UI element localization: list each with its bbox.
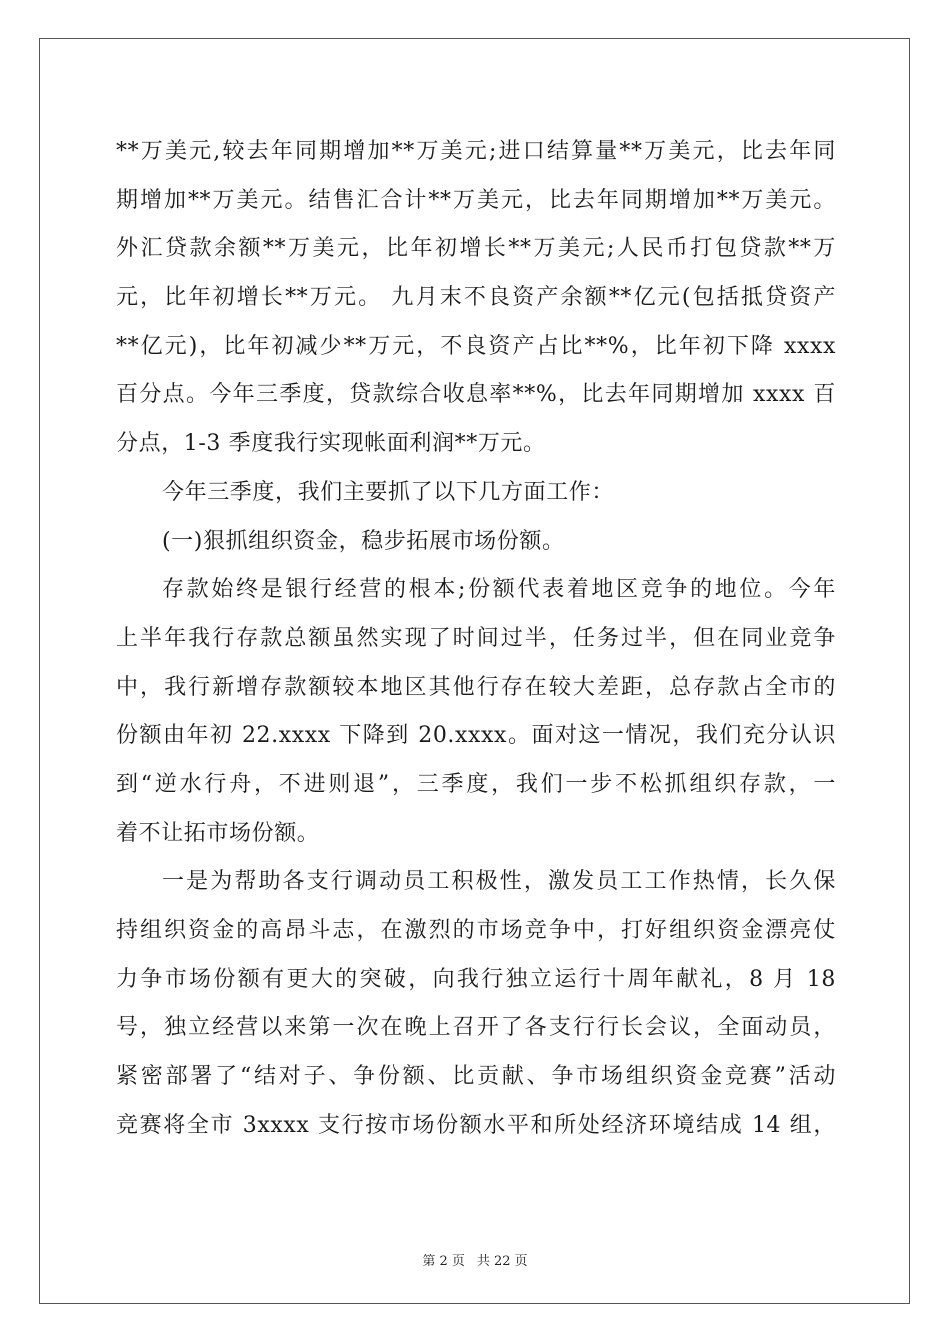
text-line: 竞赛将全市 3xxxx 支行按市场份额水平和所处经济环境结成 14 组，: [116, 1112, 836, 1138]
text-line: 到“逆水行舟，不进则退”，三季度，我们一步不松抓组织存款，一: [116, 771, 836, 797]
text-line: 元，比年初增长**万元。 九月末不良资产余额**亿元(包括抵贷资产: [116, 285, 836, 311]
text-line: 中，我行新增存款额较本地区其他行存在较大差距，总存款占全市的: [116, 674, 836, 700]
text-line: 份额由年初 22.xxxx 下降到 20.xxxx。面对这一情况，我们充分认识: [116, 723, 836, 749]
text-line: **万美元,较去年同期增加**万美元;进口结算量**万美元，比去年同: [116, 139, 836, 164]
text-line: 外汇贷款余额**万美元，比年初增长**万美元;人民币打包贷款**万: [116, 236, 836, 262]
text-line: 号，独立经营以来第一次在晚上召开了各支行行长会议，全面动员，: [116, 1015, 836, 1041]
page-number: 第 2 页: [422, 1254, 465, 1269]
text-line: 分点，1-3 季度我行实现帐面利润**万元。: [116, 431, 546, 457]
text-line: 一是为帮助各支行调动员工积极性，激发员工工作热情，长久保: [162, 869, 836, 895]
document-body: [116, 128, 836, 1150]
text-line: 持组织资金的高昂斗志，在激烈的市场竞争中，打好组织资金漂亮仗: [116, 918, 836, 943]
text-line: 紧密部署了“结对子、争份额、比贡献、争市场组织资金竞赛”活动: [116, 1064, 836, 1090]
page-total: 共 22 页: [476, 1254, 528, 1269]
text-line: 期增加**万美元。结售汇合计**万美元，比去年同期增加**万美元。: [116, 187, 836, 213]
text-line: 上半年我行存款总额虽然实现了时间过半，任务过半，但在同业竞争: [116, 625, 836, 651]
text-line: 着不让拓市场份额。: [116, 820, 320, 846]
text-line: 存款始终是银行经营的根本;份额代表着地区竞争的地位。今年: [162, 577, 836, 603]
page-footer: [0, 1250, 950, 1269]
text-line: **亿元)，比年初减少**万元，不良资产占比**%，比年初下降 xxxx: [116, 333, 836, 359]
text-line: 力争市场份额有更大的突破，向我行独立运行十周年献礼，8 月 18: [116, 966, 836, 992]
text-line: 百分点。今年三季度，贷款综合收息率**%，比去年同期增加 xxxx 百: [116, 382, 836, 408]
section-heading: (一)狠抓组织资金，稳步拓展市场份额。: [162, 528, 565, 554]
paragraph-heading: 今年三季度，我们主要抓了以下几方面工作：: [162, 479, 615, 505]
